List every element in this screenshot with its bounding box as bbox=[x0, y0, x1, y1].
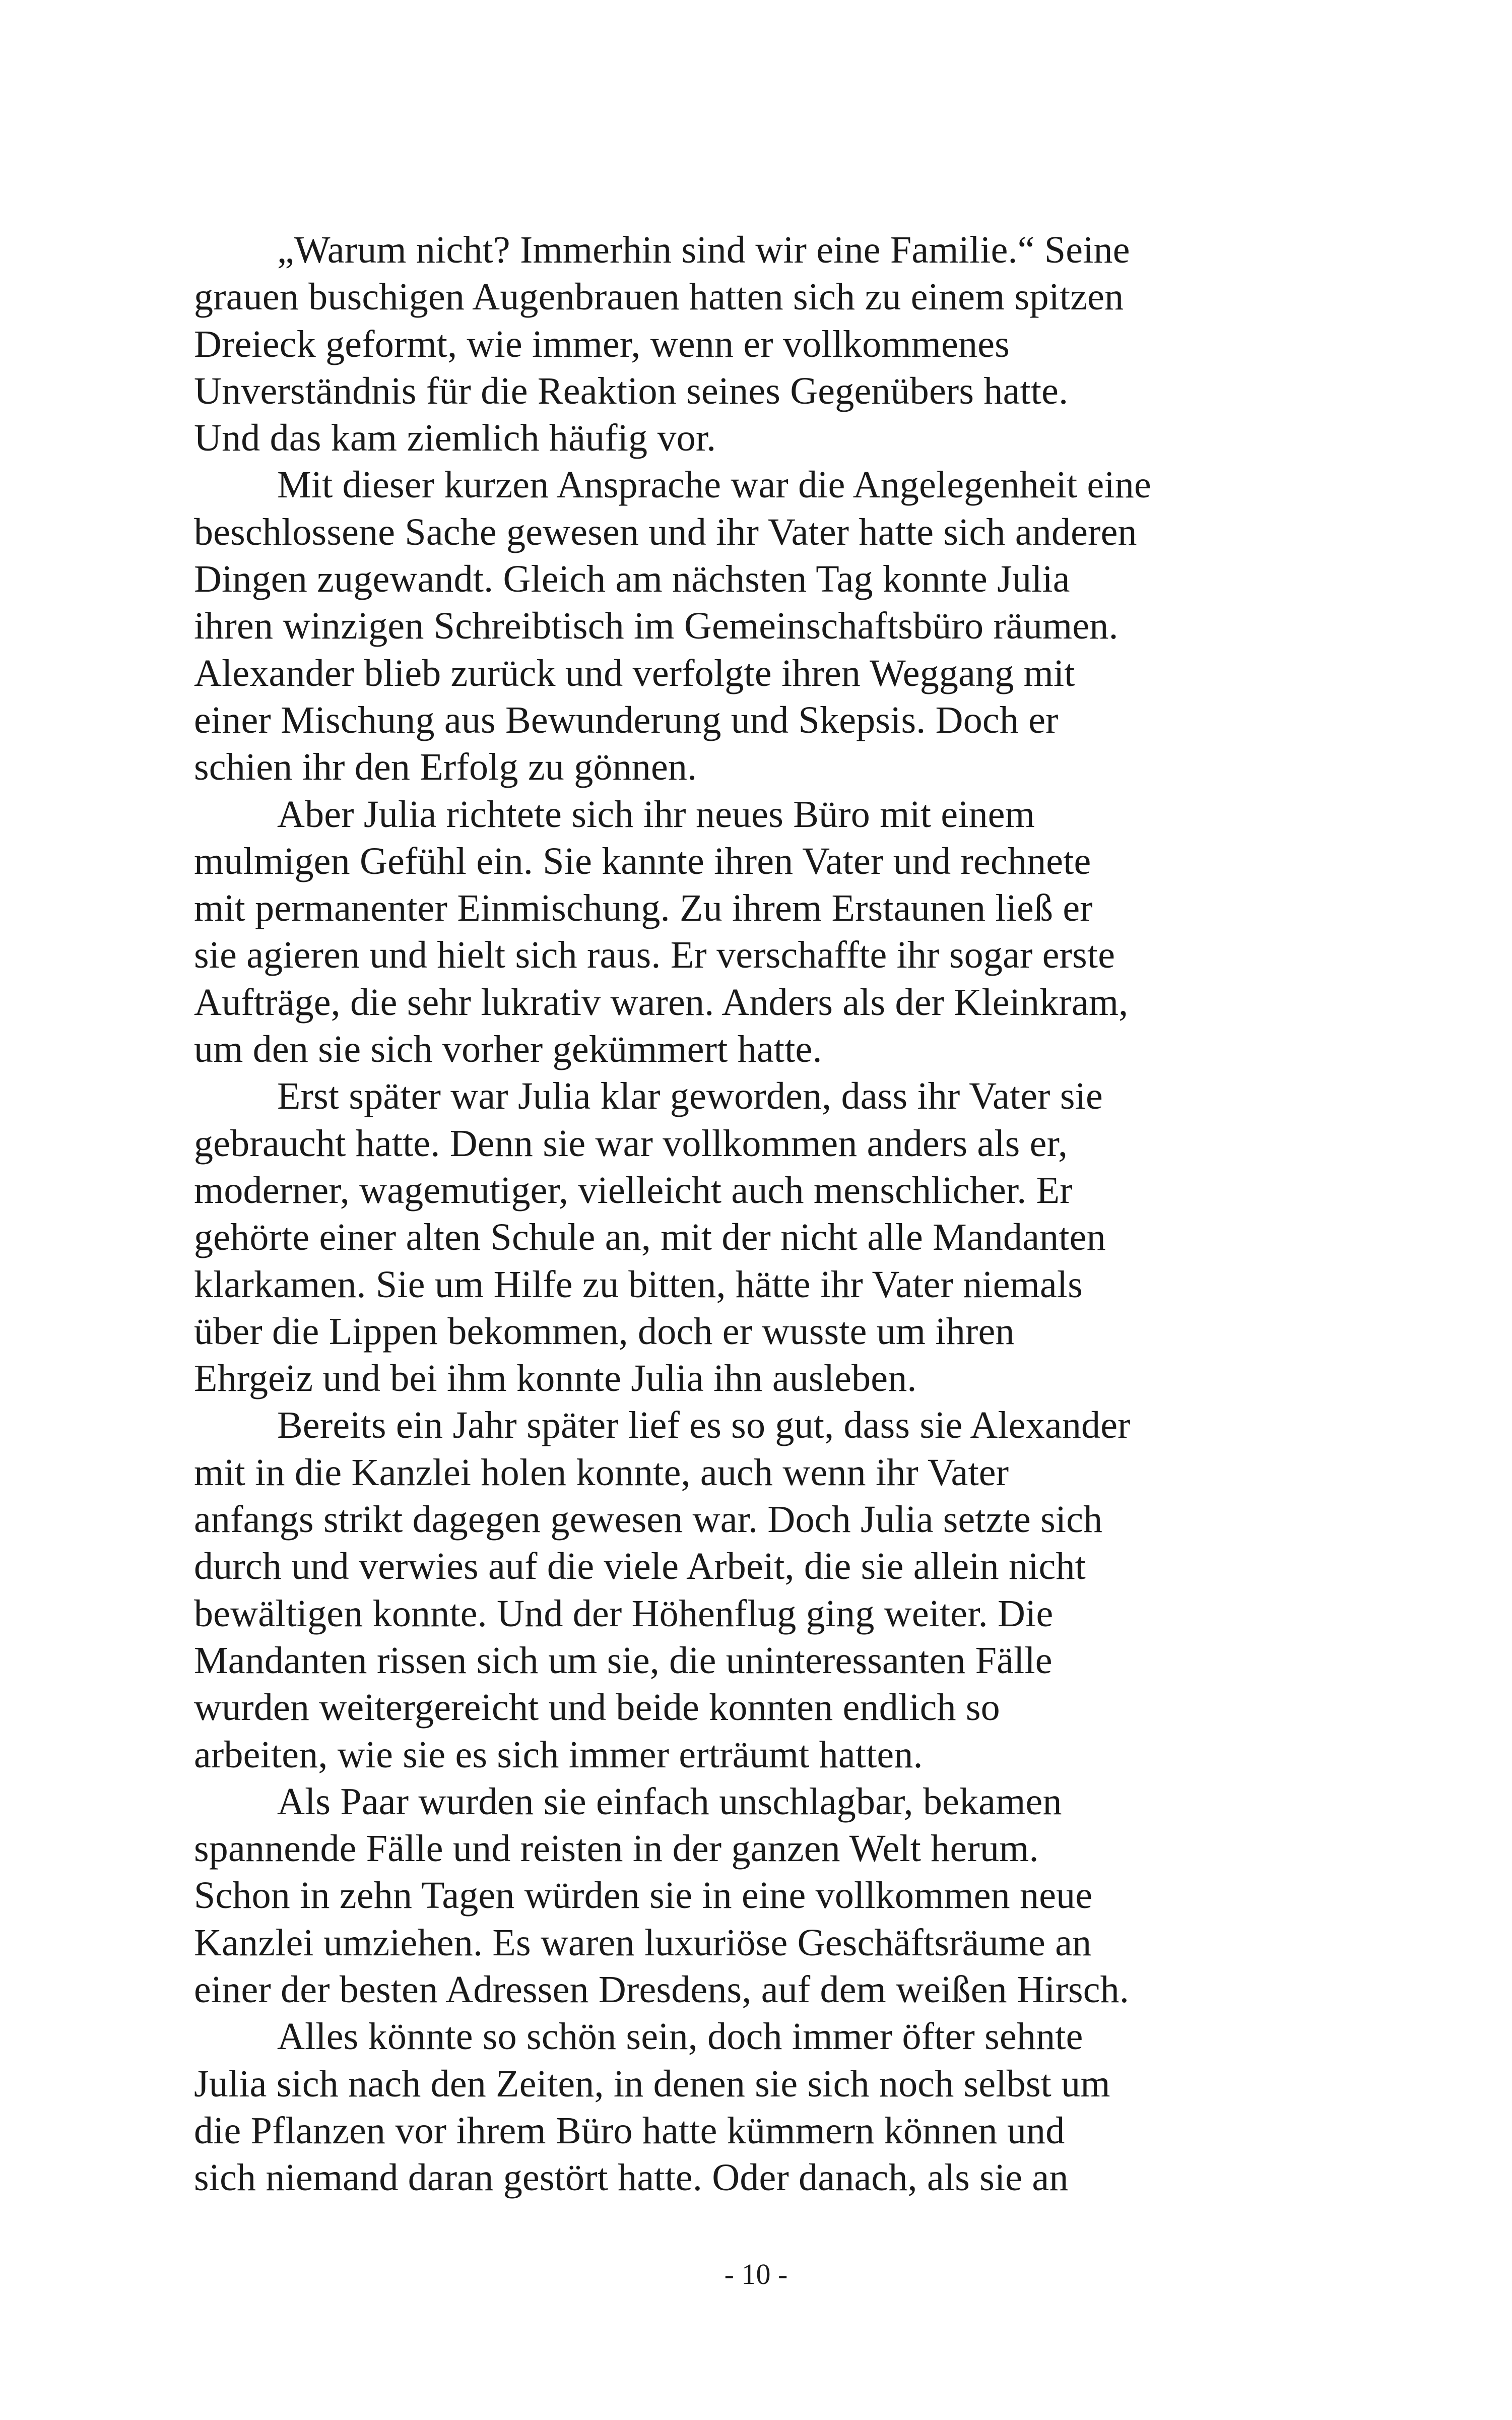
text-line: Ehrgeiz und bei ihm konnte Julia ihn ausleben. bbox=[194, 1357, 917, 1400]
body-text bbox=[194, 227, 1328, 2201]
text-line: über die Lippen bekommen, doch er wusste um ihren bbox=[194, 1310, 1015, 1353]
text-line: spannende Fälle und reisten in der ganzen Welt herum. bbox=[194, 1827, 1039, 1870]
text-line: gebraucht hatte. Denn sie war vollkommen anders als er, bbox=[194, 1122, 1068, 1165]
text-line: durch und verwies auf die viele Arbeit, die sie allein nicht bbox=[194, 1545, 1086, 1588]
page-number: - 10 - bbox=[724, 2258, 788, 2290]
text-line: Julia sich nach den Zeiten, in denen sie sich noch selbst um bbox=[194, 2062, 1110, 2105]
text-line: einer der besten Adressen Dresdens, auf dem weißen Hirsch. bbox=[194, 1968, 1130, 2011]
text-line: Schon in zehn Tagen würden sie in eine vollkommen neue bbox=[194, 1874, 1093, 1917]
text-line: Erst später war Julia klar geworden, dass ihr Vater sie bbox=[277, 1075, 1103, 1118]
text-line: schien ihr den Erfolg zu gönnen. bbox=[194, 746, 697, 789]
text-line: Alexander blieb zurück und verfolgte ihren Weggang mit bbox=[194, 652, 1075, 694]
text-line: mit in die Kanzlei holen konnte, auch wenn ihr Vater bbox=[194, 1451, 1009, 1494]
text-line: Dingen zugewandt. Gleich am nächsten Tag konnte Julia bbox=[194, 558, 1070, 601]
text-line: Als Paar wurden sie einfach unschlagbar, bekamen bbox=[277, 1780, 1062, 1823]
text-line: Mandanten rissen sich um sie, die uninteressanten Fälle bbox=[194, 1639, 1053, 1682]
text-line: Kanzlei umziehen. Es waren luxuriöse Geschäftsräume an bbox=[194, 1921, 1092, 1964]
text-line: „Warum nicht? Immerhin sind wir eine Familie.“ Seine bbox=[277, 229, 1130, 271]
text-line: beschlossene Sache gewesen und ihr Vater hatte sich anderen bbox=[194, 511, 1137, 553]
text-line: Aber Julia richtete sich ihr neues Büro mit einem bbox=[277, 793, 1035, 836]
text-line: Dreieck geformt, wie immer, wenn er vollkommenes bbox=[194, 323, 1010, 365]
text-line: mulmigen Gefühl ein. Sie kannte ihren Vater und rechnete bbox=[194, 840, 1091, 882]
text-line: anfangs strikt dagegen gewesen war. Doch Julia setzte sich bbox=[194, 1498, 1103, 1541]
text-line: Aufträge, die sehr lukrativ waren. Anders als der Kleinkram, bbox=[194, 981, 1129, 1024]
text-line: grauen buschigen Augenbrauen hatten sich zu einem spitzen bbox=[194, 276, 1124, 319]
text-line: gehörte einer alten Schule an, mit der nicht alle Mandanten bbox=[194, 1216, 1106, 1259]
text-line: um den sie sich vorher gekümmert hatte. bbox=[194, 1028, 822, 1071]
text-line: wurden weitergereicht und beide konnten endlich so bbox=[194, 1686, 1000, 1729]
text-line: Alles könnte so schön sein, doch immer öfter sehnte bbox=[277, 2015, 1083, 2058]
text-line: bewältigen konnte. Und der Höhenflug ging weiter. Die bbox=[194, 1592, 1054, 1635]
text-line: Und das kam ziemlich häufig vor. bbox=[194, 417, 716, 460]
text-line: arbeiten, wie sie es sich immer erträumt hatten. bbox=[194, 1733, 923, 1776]
text-line: Bereits ein Jahr später lief es so gut, dass sie Alexander bbox=[277, 1404, 1131, 1447]
text-line: Unverständnis für die Reaktion seines Gegenübers hatte. bbox=[194, 369, 1069, 412]
text-line: sich niemand daran gestört hatte. Oder danach, als sie an bbox=[194, 2156, 1069, 2199]
text-line: mit permanenter Einmischung. Zu ihrem Erstaunen ließ er bbox=[194, 887, 1093, 930]
text-line: die Pflanzen vor ihrem Büro hatte kümmern können und bbox=[194, 2109, 1065, 2152]
text-line: moderner, wagemutiger, vielleicht auch menschlicher. Er bbox=[194, 1169, 1073, 1212]
text-line: sie agieren und hielt sich raus. Er verschaffte ihr sogar erste bbox=[194, 934, 1115, 977]
text-line: klarkamen. Sie um Hilfe zu bitten, hätte ihr Vater niemals bbox=[194, 1263, 1083, 1306]
text-line: einer Mischung aus Bewunderung und Skepsis. Doch er bbox=[194, 698, 1059, 741]
text-line: Mit dieser kurzen Ansprache war die Angelegenheit eine bbox=[277, 464, 1151, 506]
text-line: ihren winzigen Schreibtisch im Gemeinschaftsbüro räumen. bbox=[194, 605, 1119, 648]
